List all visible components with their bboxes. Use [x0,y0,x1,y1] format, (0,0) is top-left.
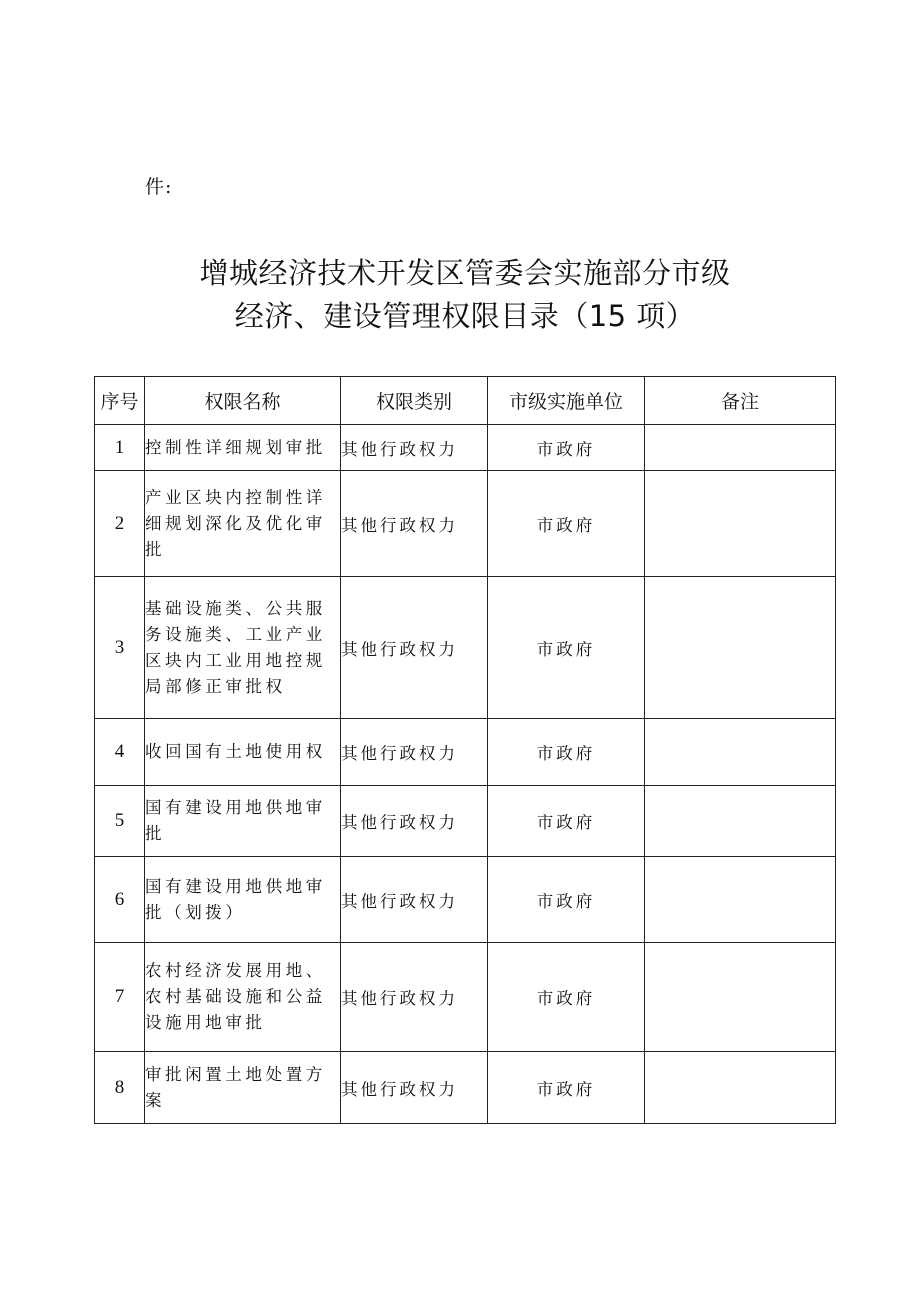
cell-authority-category: 其他行政权力 [341,943,488,1052]
cell-implementing-unit: 市政府 [488,786,645,857]
table-row [95,857,836,943]
cell-authority-name: 控制性详细规划审批 [145,425,341,471]
table-row [95,943,836,1052]
header-remarks: 备注 [645,377,836,425]
cell-serial-no: 1 [95,425,145,471]
cell-authority-category: 其他行政权力 [341,719,488,786]
cell-remarks [645,471,836,577]
cell-authority-category: 其他行政权力 [341,577,488,719]
cell-implementing-unit: 市政府 [488,719,645,786]
cell-serial-no: 8 [95,1052,145,1124]
cell-authority-category: 其他行政权力 [341,1052,488,1124]
table-row [95,786,836,857]
cell-authority-category: 其他行政权力 [341,857,488,943]
cell-authority-category: 其他行政权力 [341,471,488,577]
cell-remarks [645,786,836,857]
cell-authority-name: 基础设施类、公共服务设施类、工业产业区块内工业用地控规局部修正审批权 [145,577,341,719]
cell-remarks [645,425,836,471]
cell-implementing-unit: 市政府 [488,857,645,943]
header-authority-name: 权限名称 [145,377,341,425]
cell-remarks [645,943,836,1052]
document-title [0,252,920,338]
authority-catalog-table [94,376,836,1124]
cell-remarks [645,1052,836,1124]
table-row [95,719,836,786]
cell-remarks [645,577,836,719]
cell-serial-no: 5 [95,786,145,857]
cell-implementing-unit: 市政府 [488,471,645,577]
cell-authority-name: 农村经济发展用地、农村基础设施和公益设施用地审批 [145,943,341,1052]
cell-authority-name: 国有建设用地供地审批 [145,786,341,857]
header-implementing-unit: 市级实施单位 [488,377,645,425]
attachment-label: 件: [145,176,173,198]
cell-authority-name: 审批闲置土地处置方案 [145,1052,341,1124]
table-row [95,577,836,719]
cell-authority-category: 其他行政权力 [341,425,488,471]
document-title-line-1: 增城经济技术开发区管委会实施部分市级 [199,256,731,290]
cell-serial-no: 7 [95,943,145,1052]
cell-serial-no: 3 [95,577,145,719]
cell-implementing-unit: 市政府 [488,577,645,719]
cell-authority-category: 其他行政权力 [341,786,488,857]
cell-authority-name: 收回国有土地使用权 [145,719,341,786]
header-serial-no: 序号 [95,377,145,425]
table-row [95,471,836,577]
cell-serial-no: 6 [95,857,145,943]
cell-implementing-unit: 市政府 [488,943,645,1052]
cell-implementing-unit: 市政府 [488,425,645,471]
cell-serial-no: 4 [95,719,145,786]
cell-authority-name: 产业区块内控制性详细规划深化及优化审批 [145,471,341,577]
cell-implementing-unit: 市政府 [488,1052,645,1124]
cell-remarks [645,857,836,943]
document-title-line-2: 经济、建设管理权限目录（15 项） [234,299,696,333]
cell-authority-name: 国有建设用地供地审批（划拨） [145,857,341,943]
header-authority-category: 权限类别 [341,377,488,425]
cell-remarks [645,719,836,786]
cell-serial-no: 2 [95,471,145,577]
table-row [95,425,836,471]
table-row [95,1052,836,1124]
table-header-row [95,377,836,425]
